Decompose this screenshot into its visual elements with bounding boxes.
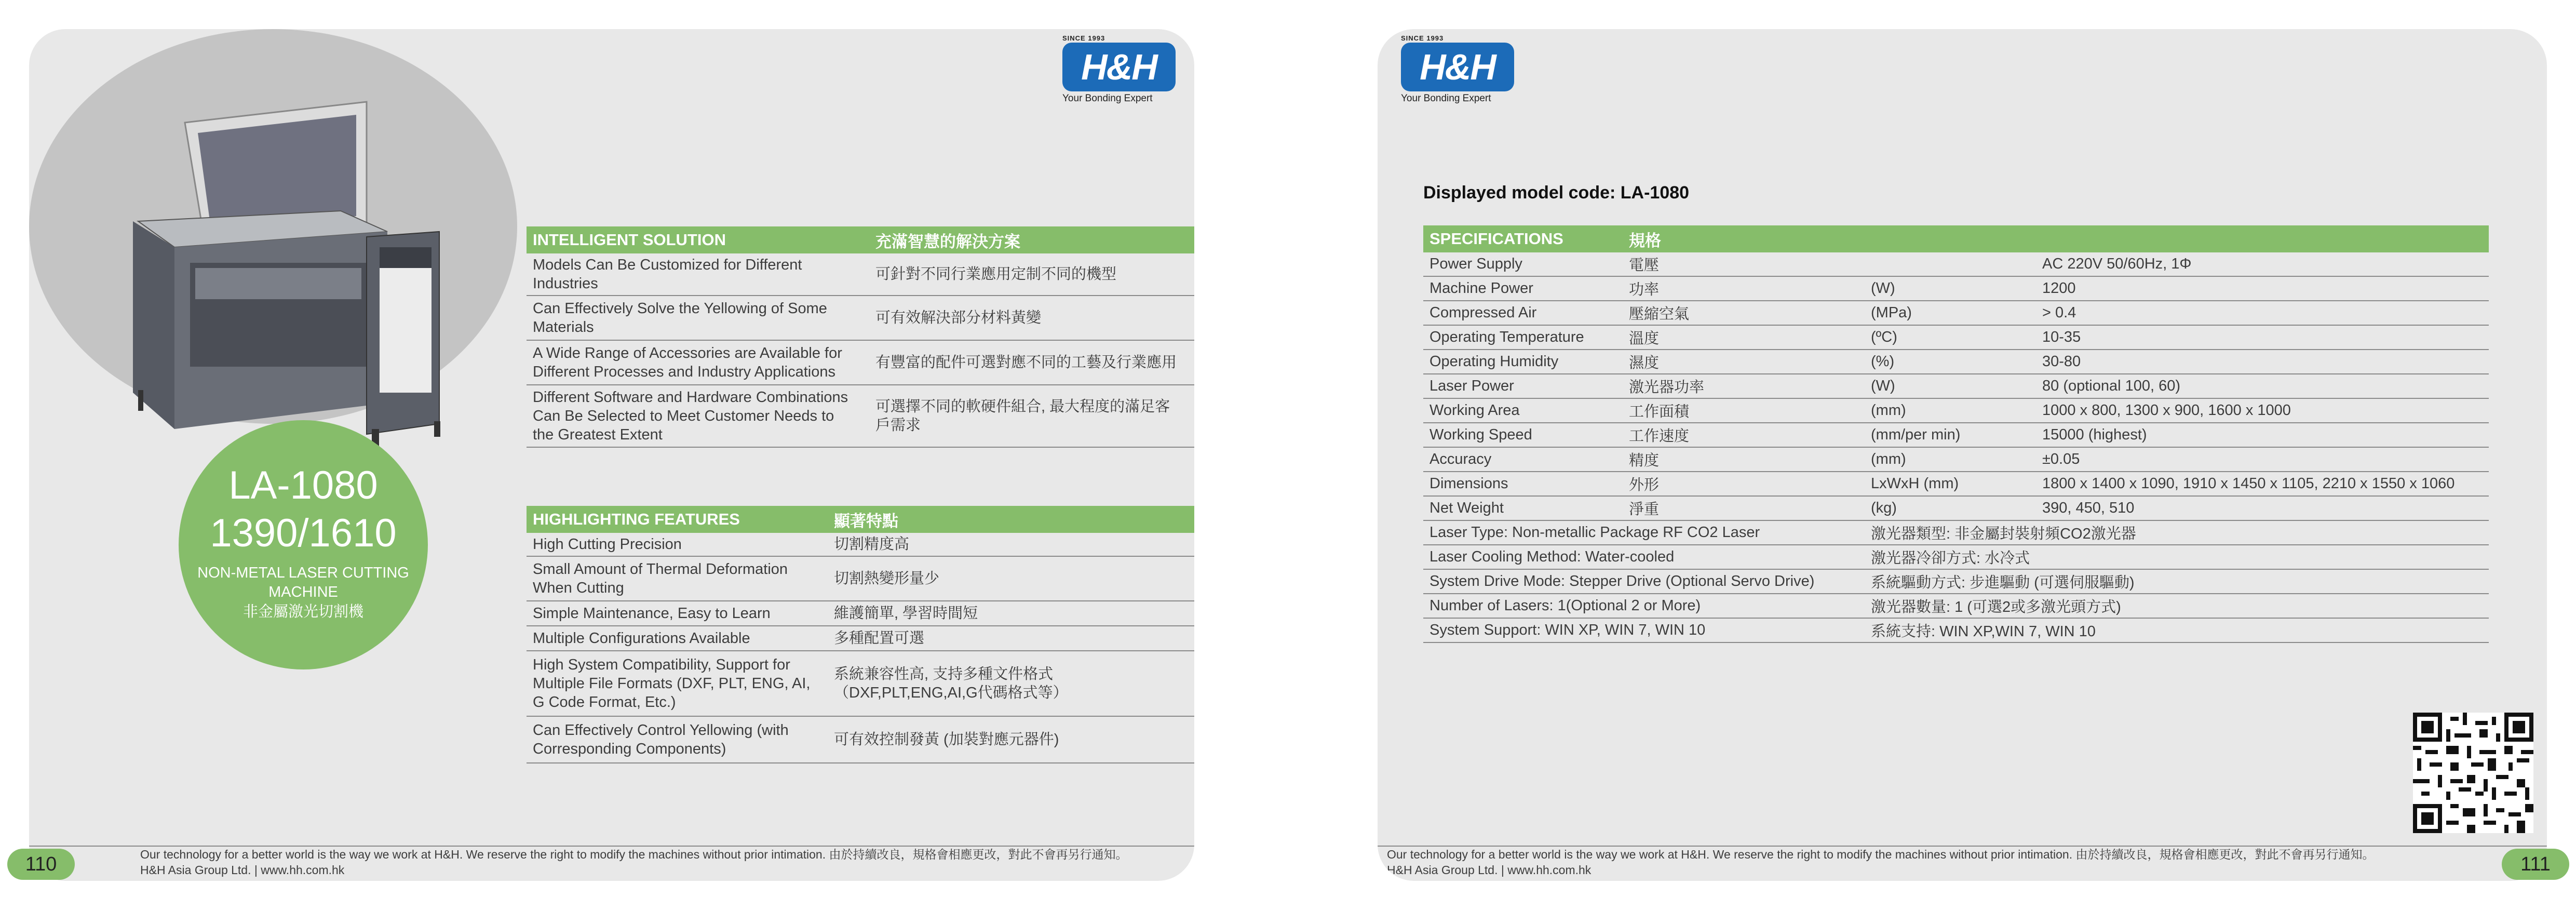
header-zh: 規格: [1629, 231, 1661, 250]
model-name-line2: 1390/1610: [210, 511, 397, 555]
row-en: Multiple Configurations Available: [533, 630, 750, 647]
spec-rows: [1423, 252, 2489, 521]
row-zh: 維護簡單, 學習時間短: [834, 605, 978, 622]
intelligent-solution-table: [527, 226, 1194, 448]
brand-logo: [1401, 34, 1514, 106]
table-row: [527, 253, 1194, 296]
spec-wide-row: [1423, 570, 2489, 594]
spec-label-en: Laser Power: [1429, 378, 1514, 394]
spec-label-en: Compressed Air: [1429, 304, 1537, 321]
spec-wide-zh: 激光器冷卻方式: 水冷式: [1871, 550, 2030, 567]
row-zh: 可有效控制發黃 (加裝對應元器件): [834, 731, 1059, 748]
table-header: [1423, 225, 2489, 252]
spec-unit: (W): [1871, 280, 1895, 297]
spec-value: AC 220V 50/60Hz, 1Φ: [2042, 256, 2192, 272]
page-number-left: 110: [7, 849, 75, 880]
row-en: Can Effectively Control Yellowing (with Corresponding Components): [533, 722, 789, 757]
footer-disclaimer: Our technology for a better world is the way we work at H&H. We reserve the right to modify the machines without prior intimation. 由於持續改良，規格會相應更改，對此不會再另行通知。: [140, 848, 1128, 861]
spec-value: ±0.05: [2042, 451, 2080, 467]
header-zh: 充滿智慧的解決方案: [875, 232, 1020, 251]
spec-wide-zh: 激光器數量: 1 (可選2或多激光頭方式): [1871, 599, 2121, 615]
row-en: High Cutting Precision: [533, 536, 682, 553]
spec-row: [1423, 423, 2489, 448]
spec-label-en: Working Area: [1429, 402, 1520, 419]
laser-cutter-machine-image: [76, 91, 491, 465]
brand-logo: [1062, 34, 1176, 106]
product-name-en-line2: MACHINE: [268, 584, 338, 600]
footer: [1387, 847, 2374, 878]
spec-label-en: Net Weight: [1429, 500, 1504, 516]
spec-label-en: Working Speed: [1429, 426, 1532, 443]
table-row: [527, 296, 1194, 341]
header-zh: 顯著特點: [834, 512, 898, 530]
footer-company: H&H Asia Group Ltd. | www.hh.com.hk: [1387, 863, 1592, 877]
product-name-en-line1: NON-METAL LASER CUTTING: [197, 565, 409, 581]
spec-wide-en: Number of Lasers: 1(Optional 2 or More): [1429, 597, 1701, 614]
spec-value: > 0.4: [2042, 304, 2076, 321]
spec-wide-en: Laser Cooling Method: Water-cooled: [1429, 548, 1675, 565]
product-name-zh: 非金屬激光切割機: [242, 604, 363, 620]
row-zh: 可針對不同行業應用定制不同的機型: [875, 266, 1117, 283]
table-row: [527, 557, 1194, 601]
spec-label-en: Dimensions: [1429, 475, 1508, 492]
spec-unit: (kg): [1871, 500, 1897, 516]
table-row: [527, 601, 1194, 626]
spec-wide-row: [1423, 545, 2489, 570]
spec-value: 10-35: [2042, 329, 2081, 345]
spec-label-zh: 激光器功率: [1629, 379, 1705, 396]
qr-code: [2413, 713, 2533, 833]
spec-unit: LxWxH (mm): [1871, 475, 1959, 492]
spec-unit: (MPa): [1871, 304, 1912, 321]
spec-label-zh: 溫度: [1629, 330, 1660, 347]
spec-wide-row: [1423, 594, 2489, 619]
row-en: Different Software and Hardware Combinations Can Be Selected to Meet Customer Needs to the Greatest Extent: [533, 389, 848, 443]
spec-value: 390, 450, 510: [2042, 500, 2135, 516]
row-zh: 多種配置可選: [834, 630, 925, 647]
spec-unit: (ºC): [1871, 329, 1897, 345]
spec-unit: (%): [1871, 353, 1895, 370]
page-number-right: 111: [2502, 849, 2569, 880]
spec-row: [1423, 277, 2489, 301]
row-en: Can Effectively Solve the Yellowing of Some Materials: [533, 300, 827, 336]
spec-row: [1423, 472, 2489, 497]
spec-label-en: Accuracy: [1429, 451, 1492, 467]
spec-label-en: Machine Power: [1429, 280, 1533, 297]
footer-company: H&H Asia Group Ltd. | www.hh.com.hk: [140, 863, 345, 877]
displayed-model-code: Displayed model code: LA-1080: [1423, 183, 1690, 203]
spec-value: 30-80: [2042, 353, 2081, 370]
spec-row: [1423, 350, 2489, 374]
model-name-line1: LA-1080: [228, 463, 378, 507]
spec-label-zh: 電壓: [1629, 257, 1660, 274]
spec-label-zh: 濕度: [1629, 355, 1660, 371]
specifications-table: [1423, 225, 2489, 643]
table-row: [527, 341, 1194, 385]
spec-wide-row: [1423, 619, 2489, 643]
row-zh: 切割熱變形量少: [834, 570, 940, 587]
row-en: Simple Maintenance, Easy to Learn: [533, 605, 771, 622]
spec-label-en: Power Supply: [1429, 256, 1522, 272]
row-zh: 可有效解決部分材料黃變: [875, 310, 1042, 326]
spec-row: [1423, 301, 2489, 326]
spec-row: [1423, 252, 2489, 277]
brand-tagline: Your Bonding Expert: [1401, 93, 1491, 104]
table-row: [527, 717, 1194, 763]
model-circle: [179, 420, 428, 669]
header-en: INTELLIGENT SOLUTION: [533, 231, 726, 249]
spec-row: [1423, 448, 2489, 472]
spec-wide-row: [1423, 521, 2489, 545]
brand-since: SINCE 1993: [1401, 34, 1444, 42]
table-row: [527, 626, 1194, 651]
spec-value: 1000 x 800, 1300 x 900, 1600 x 1000: [2042, 402, 2291, 419]
spec-wide-rows: [1423, 521, 2489, 643]
row-en: A Wide Range of Accessories are Available for Different Processes and Industry Applications: [533, 345, 842, 380]
spec-row: [1423, 326, 2489, 350]
table-header: [527, 506, 1194, 533]
spec-wide-zh: 系統支持: WIN XP,WIN 7, WIN 10: [1871, 623, 2096, 640]
spec-wide-en: System Drive Mode: Stepper Drive (Optional Servo Drive): [1429, 573, 1815, 590]
spec-label-zh: 工作面積: [1629, 404, 1690, 420]
spec-unit: (mm/per min): [1871, 426, 1961, 443]
spec-wide-zh: 激光器類型: 非金屬封裝射頻CO2激光器: [1871, 526, 2136, 542]
table-row: [527, 385, 1194, 448]
spec-value: 80 (optional 100, 60): [2042, 378, 2181, 394]
row-en: High System Compatibility, Support for Multiple File Formats (DXF, PLT, ENG, AI, G Code Format, Etc.): [533, 657, 811, 711]
row-en: Models Can Be Customized for Different Industries: [533, 257, 802, 292]
highlighting-features-table: [527, 506, 1194, 763]
left-page: [29, 29, 1194, 881]
spec-label-zh: 精度: [1629, 452, 1660, 469]
header-en: HIGHLIGHTING FEATURES: [533, 510, 740, 528]
row-zh: 可選擇不同的軟硬件組合, 最大程度的滿足客戶需求: [875, 398, 1170, 434]
spec-wide-en: Laser Type: Non-metallic Package RF CO2 Laser: [1429, 524, 1760, 541]
spec-row: [1423, 399, 2489, 423]
spec-label-zh: 工作速度: [1629, 428, 1690, 445]
brand-badge: H&H: [1062, 43, 1176, 91]
header-en: SPECIFICATIONS: [1429, 230, 1563, 248]
spec-row: [1423, 497, 2489, 521]
brand-since: SINCE 1993: [1062, 34, 1105, 42]
row-zh: 有豐富的配件可選對應不同的工藝及行業應用: [875, 354, 1177, 371]
row-zh: 切割精度高: [834, 536, 910, 553]
right-page: [1378, 29, 2547, 881]
table-row: [527, 533, 1194, 557]
table-header: [527, 226, 1194, 253]
spec-label-zh: 外形: [1629, 477, 1660, 493]
spec-label-zh: 壓縮空氣: [1629, 306, 1690, 323]
spec-value: 1800 x 1400 x 1090, 1910 x 1450 x 1105, 2210 x 1550 x 1060: [2042, 475, 2455, 492]
spec-label-zh: 淨重: [1629, 501, 1660, 518]
table-row: [527, 651, 1194, 717]
footer: [140, 847, 1127, 878]
brand-badge: H&H: [1401, 43, 1514, 91]
spec-label-zh: 功率: [1629, 282, 1660, 298]
row-zh: 系統兼容性高, 支持多種文件格式（DXF,PLT,ENG,AI,G代碼格式等）: [834, 666, 1068, 701]
spec-value: 1200: [2042, 280, 2076, 297]
spec-row: [1423, 374, 2489, 399]
spec-unit: (W): [1871, 378, 1895, 394]
footer-disclaimer: Our technology for a better world is the way we work at H&H. We reserve the right to modify the machines without prior intimation. 由於持續改良，規格會相應更改，對此不會再另行通知。: [1387, 848, 2375, 861]
spec-value: 15000 (highest): [2042, 426, 2147, 443]
spec-wide-en: System Support: WIN XP, WIN 7, WIN 10: [1429, 622, 1706, 638]
spec-unit: (mm): [1871, 402, 1906, 419]
row-en: Small Amount of Thermal Deformation When Cutting: [533, 561, 788, 596]
brand-tagline: Your Bonding Expert: [1062, 93, 1153, 104]
spec-label-en: Operating Humidity: [1429, 353, 1559, 370]
spec-wide-zh: 系統驅動方式: 步進驅動 (可選伺服驅動): [1871, 574, 2135, 591]
spec-label-en: Operating Temperature: [1429, 329, 1584, 345]
spec-unit: (mm): [1871, 451, 1906, 467]
